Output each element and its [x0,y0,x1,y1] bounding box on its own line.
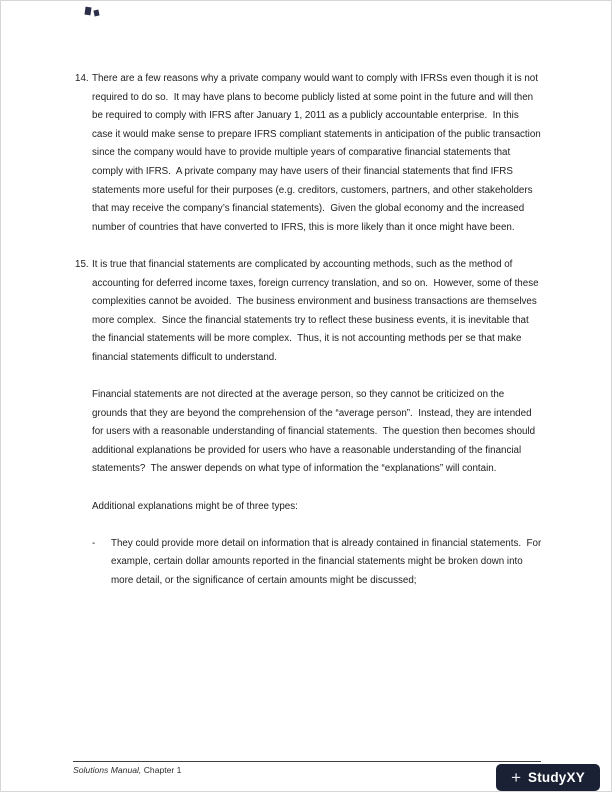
footer-divider [73,761,541,762]
answer-item-14 [75,70,542,256]
item-body-14 [92,70,542,256]
paragraph-14-1: There are a few reasons why a private company would want to comply with IFRSs even though it is not required to do so. It may have plans to become publicly listed at some point in the future and will then be required to comply with IFRS after January 1, 2011 as a publicly accountable enterprise. In this case it would make sense to prepare IFRS compliant statements in anticipation of the public transaction since the company would have to provide multiple years of comparative financial statements that comply with IFRS. A private company may have users of their financial statements that find IFRS statements more useful for their purposes (e.g. creditors, customers, partners, and other stakeholders that may receive the company’s financial statements). Given the global economy and the increased number of countries that have converted to IFRS, this is more likely than it once might have been. [92,73,544,233]
item-number-15: 15. [75,258,89,270]
bullet-marker: - [92,537,96,549]
paragraph-15-1: It is true that financial statements are complicated by accounting methods, such as the method of accounting for deferred income taxes, foreign currency translation, and so on. However, some of these complexities cannot be avoided. The business environment and business transactions are themselves more complex. Since the financial statements try to reflect these business events, it is inevitable that the financial statements will be more complex. Thus, it is not accounting methods per se that make financial statements difficult to understand. [92,258,542,363]
paragraph-15-3: Additional explanations might be of three types: [92,500,298,512]
studyxy-logo [496,764,600,791]
page-footer [73,761,541,775]
answer-item-15 [75,256,542,591]
paragraph-15-2: Financial statements are not directed at the average person, so they cannot be criticized on the grounds that they are beyond the comprehension of the “average person”. Instead, they are intended for users with a reasonable understanding of financial statements. The question then becomes should additional explanations be provided for users who have a reasonable understanding of the financial statements? The answer depends on what type of information the “explanations” will contain. [92,389,538,475]
footer-chapter-label: Chapter 1 [141,765,182,775]
bullet-item-1 [92,535,542,591]
scan-artifact-mark [93,10,99,17]
plus-icon: + [511,767,521,787]
footer-manual-label: Solutions Manual, [73,765,142,775]
page-content [75,70,542,591]
footer-label [73,765,541,775]
scan-artifact [85,6,105,20]
item-number-14: 14. [75,73,89,84]
bullet-text-1: They could provide more detail on information that is already contained in financial statements. For example, certain dollar amounts reported in the financial statements might be broken down into more detail, or the significance of certain amounts might be discussed; [111,537,544,587]
scan-artifact-mark [84,7,91,16]
brand-name: StudyXY [528,770,585,785]
item-body-15 [92,256,542,591]
